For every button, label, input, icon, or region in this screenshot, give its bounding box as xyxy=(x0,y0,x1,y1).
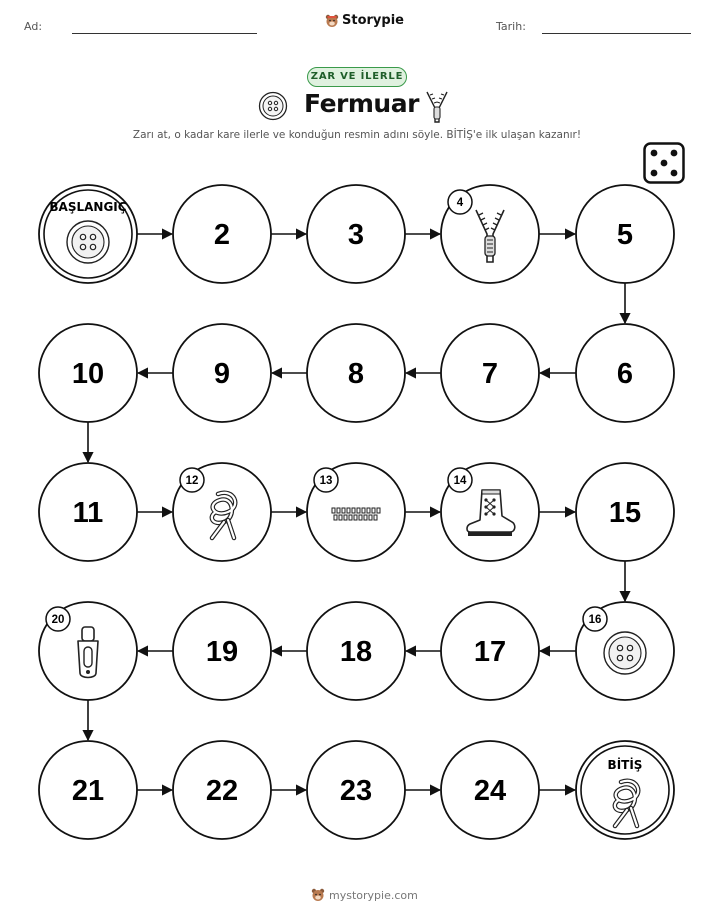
footer-site[interactable]: mystorypie.com xyxy=(329,888,418,902)
board-space-21[interactable] xyxy=(39,741,137,839)
board-space-17[interactable] xyxy=(441,602,539,700)
board-space-25[interactable] xyxy=(576,741,674,839)
board-space-1[interactable] xyxy=(39,185,137,283)
space-number: 16 xyxy=(588,614,602,626)
space-number: 11 xyxy=(72,497,104,529)
board-space-5[interactable] xyxy=(576,185,674,283)
space-number: 20 xyxy=(51,614,65,626)
board-space-20[interactable] xyxy=(39,602,137,700)
space-number: 17 xyxy=(473,636,507,668)
space-number: 12 xyxy=(185,475,199,487)
space-number: 13 xyxy=(319,475,333,487)
board-space-13[interactable] xyxy=(307,463,405,561)
board-space-18[interactable] xyxy=(307,602,405,700)
board-space-6[interactable] xyxy=(576,324,674,422)
start-label: BAŞLANGIÇ xyxy=(49,200,127,214)
board-spaces xyxy=(39,185,674,839)
space-number: 8 xyxy=(347,358,365,390)
board-space-11[interactable] xyxy=(39,463,137,561)
finish-label: BİTİŞ xyxy=(607,758,643,772)
board-space-12[interactable] xyxy=(173,463,271,561)
footer xyxy=(311,888,418,902)
space-number: 14 xyxy=(453,475,467,487)
space-number: 19 xyxy=(205,636,239,668)
board-space-15[interactable] xyxy=(576,463,674,561)
board-space-9[interactable] xyxy=(173,324,271,422)
space-number: 24 xyxy=(473,775,507,807)
space-number: 5 xyxy=(616,219,634,251)
space-number: 2 xyxy=(213,219,231,251)
space-number: 22 xyxy=(205,775,239,807)
board-space-10[interactable] xyxy=(39,324,137,422)
board-space-14[interactable] xyxy=(441,463,539,561)
bear-face-icon xyxy=(311,888,325,902)
board-space-24[interactable] xyxy=(441,741,539,839)
board-space-19[interactable] xyxy=(173,602,271,700)
game-tag: ZAR VE İLERLE xyxy=(307,67,407,87)
space-number: 21 xyxy=(71,775,105,807)
space-number: 10 xyxy=(71,358,105,390)
space-circle xyxy=(576,741,674,839)
board-space-3[interactable] xyxy=(307,185,405,283)
button-icon xyxy=(604,632,646,674)
space-number: 9 xyxy=(213,358,231,390)
name-label: Ad: xyxy=(24,20,43,33)
space-number: 15 xyxy=(608,497,642,529)
board-space-4[interactable] xyxy=(441,185,539,283)
space-number: 3 xyxy=(347,219,365,251)
space-number: 23 xyxy=(339,775,373,807)
board-space-2[interactable] xyxy=(173,185,271,283)
board-space-7[interactable] xyxy=(441,324,539,422)
button-icon xyxy=(67,221,109,263)
game-title: Fermuar xyxy=(304,89,419,118)
board-space-23[interactable] xyxy=(307,741,405,839)
instructions: Zarı at, o kadar kare ilerle ve konduğun resmin adını söyle. BİTİŞ'e ilk ulaşan kazanır! xyxy=(132,129,582,141)
board-space-8[interactable] xyxy=(307,324,405,422)
brand-name: Storypie xyxy=(342,13,404,28)
board-space-22[interactable] xyxy=(173,741,271,839)
board-space-16[interactable] xyxy=(576,602,674,700)
space-number: 6 xyxy=(616,358,634,390)
space-number: 7 xyxy=(481,358,499,390)
space-number: 18 xyxy=(339,636,373,668)
date-label: Tarih: xyxy=(496,20,526,33)
space-number: 4 xyxy=(456,197,464,209)
